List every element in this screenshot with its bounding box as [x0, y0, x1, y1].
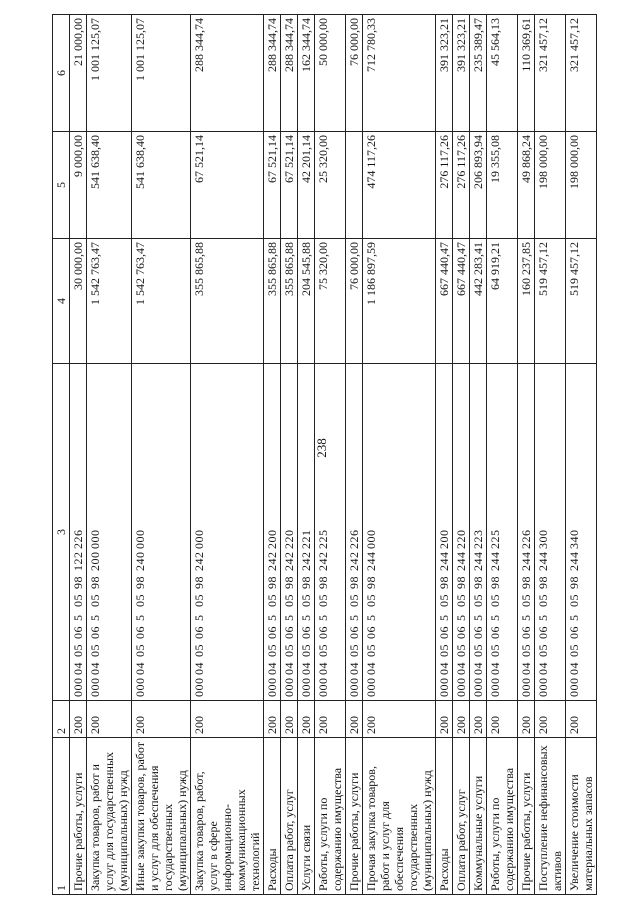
row-kbk — [281, 364, 298, 701]
row-name: Оплата работ, услуг — [281, 738, 298, 895]
kbk-part: 200 — [88, 551, 102, 571]
row-value-5: 276 117,26 — [436, 132, 453, 239]
kbk-part: 06 — [347, 626, 361, 639]
kbk-part: 98 — [567, 576, 581, 589]
kbk-part: 98 — [282, 576, 296, 589]
row-value-5: 25 320,00 — [315, 132, 346, 239]
row-value-6: 21 000,00 — [70, 15, 87, 132]
table-row — [436, 15, 453, 895]
kbk-part: 200 — [437, 529, 451, 549]
kbk-part: 05 — [471, 594, 485, 607]
row-value-6: 162 344,74 — [298, 15, 315, 132]
row-value-5: 42 201,14 — [298, 132, 315, 239]
row-kbk — [566, 364, 597, 701]
row-kbk — [470, 364, 487, 701]
kbk-part: 98 — [437, 576, 451, 589]
kbk-part: 06 — [299, 626, 313, 639]
kbk-part: 242 — [347, 551, 361, 571]
kbk-part: 98 — [71, 576, 85, 589]
kbk-part: 05 — [519, 644, 533, 657]
row-value-6: 50 000,00 — [315, 15, 346, 132]
kbk-part: 04 — [316, 662, 330, 675]
kbk-part: 000 — [299, 677, 313, 697]
kbk-part: 05 — [347, 644, 361, 657]
kbk-part: 000 — [454, 677, 468, 697]
kbk-part: 5 — [488, 614, 502, 621]
row-code: 200 — [487, 701, 518, 738]
row-value-4: 442 283,41 — [470, 239, 487, 364]
row-name: Работы, услуги по содержанию имущества — [487, 738, 518, 895]
kbk-part: 04 — [519, 662, 533, 675]
kbk-part: 06 — [567, 626, 581, 639]
table-row — [298, 15, 315, 895]
table-row — [87, 15, 132, 895]
kbk-part: 05 — [567, 644, 581, 657]
kbk-part: 000 — [316, 677, 330, 697]
kbk-part: 05 — [364, 594, 378, 607]
row-value-5: 67 521,14 — [191, 132, 264, 239]
row-value-6: 110 369,61 — [518, 15, 535, 132]
kbk-part: 5 — [364, 614, 378, 621]
row-kbk — [264, 364, 281, 701]
table-row — [264, 15, 281, 895]
kbk-part: 5 — [316, 614, 330, 621]
row-kbk — [87, 364, 132, 701]
row-value-5: 67 521,14 — [281, 132, 298, 239]
row-kbk — [363, 364, 436, 701]
row-name: Расходы — [264, 738, 281, 895]
kbk-part: 05 — [71, 594, 85, 607]
kbk-part: 05 — [454, 644, 468, 657]
kbk-part: 244 — [536, 551, 550, 571]
row-value-4: 1 186 897,59 — [363, 239, 436, 364]
kbk-part: 000 — [71, 677, 85, 697]
row-name: Прочая закупка товаров, работ и услуг для обеспечения государственных (муниципальных) нужд — [363, 738, 436, 895]
row-code: 200 — [132, 701, 191, 738]
kbk-part: 05 — [488, 644, 502, 657]
row-kbk — [315, 364, 346, 701]
row-value-4: 75 320,00 — [315, 239, 346, 364]
table-row — [70, 15, 87, 895]
row-value-5: 9 000,00 — [70, 132, 87, 239]
kbk-part: 06 — [316, 626, 330, 639]
kbk-part: 242 — [282, 551, 296, 571]
kbk-part: 000 — [88, 677, 102, 697]
kbk-part: 98 — [536, 576, 550, 589]
table-body — [70, 15, 597, 895]
row-value-4: 160 237,85 — [518, 239, 535, 364]
kbk-part: 05 — [437, 644, 451, 657]
row-code: 200 — [346, 701, 363, 738]
row-name: Расходы — [436, 738, 453, 895]
row-value-6: 288 344,74 — [264, 15, 281, 132]
row-name: Прочие работы, услуги — [346, 738, 363, 895]
kbk-part: 05 — [88, 594, 102, 607]
kbk-part: 242 — [316, 551, 330, 571]
table-row — [470, 15, 487, 895]
kbk-part: 000 — [347, 677, 361, 697]
kbk-part: 04 — [299, 662, 313, 675]
kbk-part: 242 — [192, 551, 206, 571]
kbk-part: 05 — [536, 594, 550, 607]
kbk-part: 5 — [192, 614, 206, 621]
kbk-part: 000 — [88, 529, 102, 549]
kbk-part: 05 — [88, 644, 102, 657]
row-value-4: 76 000,00 — [346, 239, 363, 364]
kbk-part: 000 — [192, 677, 206, 697]
row-code: 200 — [191, 701, 264, 738]
kbk-part: 05 — [488, 594, 502, 607]
kbk-part: 000 — [133, 677, 147, 697]
kbk-part: 5 — [133, 614, 147, 621]
row-code: 200 — [453, 701, 470, 738]
kbk-part: 5 — [347, 614, 361, 621]
kbk-part: 06 — [536, 626, 550, 639]
kbk-part: 05 — [536, 644, 550, 657]
kbk-part: 225 — [488, 529, 502, 549]
table-row — [363, 15, 436, 895]
table-row — [518, 15, 535, 895]
kbk-part: 06 — [192, 626, 206, 639]
kbk-part: 04 — [364, 662, 378, 675]
kbk-part: 5 — [519, 614, 533, 621]
kbk-part: 340 — [567, 529, 581, 549]
row-kbk — [453, 364, 470, 701]
row-value-4: 519 457,12 — [566, 239, 597, 364]
kbk-part: 98 — [299, 576, 313, 589]
kbk-part: 05 — [299, 644, 313, 657]
kbk-part: 98 — [488, 576, 502, 589]
kbk-part: 98 — [454, 576, 468, 589]
kbk-part: 05 — [437, 594, 451, 607]
kbk-part: 5 — [282, 614, 296, 621]
kbk-part: 05 — [316, 644, 330, 657]
row-kbk — [346, 364, 363, 701]
kbk-part: 5 — [471, 614, 485, 621]
kbk-part: 244 — [437, 551, 451, 571]
row-code: 200 — [70, 701, 87, 738]
kbk-part: 300 — [536, 529, 550, 549]
kbk-part: 244 — [364, 551, 378, 571]
table-row — [566, 15, 597, 895]
kbk-part: 244 — [471, 551, 485, 571]
kbk-part: 000 — [519, 677, 533, 697]
kbk-part: 05 — [347, 594, 361, 607]
kbk-part: 5 — [265, 614, 279, 621]
row-value-6: 288 344,74 — [191, 15, 264, 132]
kbk-part: 05 — [133, 594, 147, 607]
kbk-part: 04 — [454, 662, 468, 675]
row-kbk — [298, 364, 315, 701]
kbk-part: 06 — [437, 626, 451, 639]
kbk-part: 05 — [454, 594, 468, 607]
kbk-part: 04 — [192, 662, 206, 675]
row-value-6: 712 780,33 — [363, 15, 436, 132]
header-col-2: 2 — [53, 701, 70, 738]
row-value-5: 474 117,26 — [363, 132, 436, 239]
kbk-part: 244 — [567, 551, 581, 571]
row-value-4: 355 865,88 — [281, 239, 298, 364]
kbk-part: 000 — [133, 529, 147, 549]
row-value-4: 355 865,88 — [264, 239, 281, 364]
kbk-part: 05 — [192, 594, 206, 607]
table-row — [487, 15, 518, 895]
kbk-part: 98 — [347, 576, 361, 589]
kbk-part: 04 — [133, 662, 147, 675]
page-number: 238 — [313, 438, 329, 458]
kbk-part: 200 — [265, 529, 279, 549]
row-value-5: 198 000,00 — [535, 132, 566, 239]
kbk-part: 000 — [471, 677, 485, 697]
kbk-part: 04 — [88, 662, 102, 675]
row-code: 200 — [264, 701, 281, 738]
row-value-4: 667 440,47 — [453, 239, 470, 364]
kbk-part: 04 — [265, 662, 279, 675]
kbk-part: 242 — [265, 551, 279, 571]
row-value-4: 204 545,88 — [298, 239, 315, 364]
row-code: 200 — [315, 701, 346, 738]
kbk-part: 000 — [437, 677, 451, 697]
row-code: 200 — [87, 701, 132, 738]
row-value-6: 1 001 125,07 — [87, 15, 132, 132]
row-value-5: 49 868,24 — [518, 132, 535, 239]
kbk-part: 226 — [71, 529, 85, 549]
row-code: 200 — [298, 701, 315, 738]
row-name: Поступление нефинансовых активов — [535, 738, 566, 895]
row-value-5: 541 638,40 — [132, 132, 191, 239]
header-col-5: 5 — [53, 132, 70, 239]
kbk-part: 05 — [519, 594, 533, 607]
row-name: Иные закупки товаров, работ и услуг для обеспечения государственных (муниципальных) нужд — [132, 738, 191, 895]
row-code: 200 — [436, 701, 453, 738]
kbk-part: 04 — [347, 662, 361, 675]
row-value-5: 206 893,94 — [470, 132, 487, 239]
kbk-part: 000 — [282, 677, 296, 697]
row-value-4: 667 440,47 — [436, 239, 453, 364]
kbk-part: 05 — [265, 644, 279, 657]
header-col-3: 3 — [53, 364, 70, 701]
row-kbk — [436, 364, 453, 701]
row-name: Коммунальные услуги — [470, 738, 487, 895]
kbk-part: 244 — [454, 551, 468, 571]
kbk-part: 05 — [192, 644, 206, 657]
kbk-part: 06 — [282, 626, 296, 639]
rotated-table-wrapper — [52, 18, 628, 895]
row-name: Прочие работы, услуги — [70, 738, 87, 895]
row-kbk — [487, 364, 518, 701]
row-value-5: 276 117,26 — [453, 132, 470, 239]
row-value-6: 45 564,13 — [487, 15, 518, 132]
kbk-part: 98 — [192, 576, 206, 589]
kbk-part: 06 — [88, 626, 102, 639]
kbk-part: 5 — [299, 614, 313, 621]
kbk-part: 06 — [71, 626, 85, 639]
table-row — [315, 15, 346, 895]
row-value-4: 1 542 763,47 — [132, 239, 191, 364]
kbk-part: 122 — [71, 551, 85, 571]
kbk-part: 05 — [299, 594, 313, 607]
kbk-part: 98 — [519, 576, 533, 589]
kbk-part: 04 — [471, 662, 485, 675]
table-row — [191, 15, 264, 895]
kbk-part: 244 — [519, 551, 533, 571]
kbk-part: 220 — [454, 529, 468, 549]
row-value-4: 64 919,21 — [487, 239, 518, 364]
row-value-5: 19 355,08 — [487, 132, 518, 239]
kbk-part: 06 — [488, 626, 502, 639]
table-row — [346, 15, 363, 895]
kbk-part: 225 — [316, 529, 330, 549]
row-value-5: 198 000,00 — [566, 132, 597, 239]
kbk-part: 242 — [299, 551, 313, 571]
row-value-6: 391 323,21 — [436, 15, 453, 132]
header-row — [53, 15, 70, 895]
row-value-6: 235 389,47 — [470, 15, 487, 132]
row-code: 200 — [281, 701, 298, 738]
kbk-part: 5 — [454, 614, 468, 621]
kbk-part: 98 — [133, 576, 147, 589]
row-value-4: 355 865,88 — [191, 239, 264, 364]
table-row — [281, 15, 298, 895]
kbk-part: 000 — [364, 677, 378, 697]
kbk-part: 05 — [282, 644, 296, 657]
row-value-5: 67 521,14 — [264, 132, 281, 239]
row-value-4: 1 542 763,47 — [87, 239, 132, 364]
row-value-6: 288 344,74 — [281, 15, 298, 132]
header-col-1: 1 — [53, 738, 70, 895]
row-code: 200 — [518, 701, 535, 738]
table-row — [453, 15, 470, 895]
row-value-6: 391 323,21 — [453, 15, 470, 132]
kbk-part: 04 — [282, 662, 296, 675]
row-code: 200 — [363, 701, 436, 738]
kbk-part: 000 — [567, 677, 581, 697]
row-kbk — [518, 364, 535, 701]
kbk-part: 220 — [282, 529, 296, 549]
kbk-part: 06 — [265, 626, 279, 639]
kbk-part: 04 — [536, 662, 550, 675]
kbk-part: 5 — [567, 614, 581, 621]
row-kbk — [132, 364, 191, 701]
kbk-part: 5 — [536, 614, 550, 621]
row-value-6: 76 000,00 — [346, 15, 363, 132]
kbk-part: 000 — [488, 677, 502, 697]
kbk-part: 98 — [471, 576, 485, 589]
kbk-part: 06 — [519, 626, 533, 639]
kbk-part: 98 — [364, 576, 378, 589]
kbk-part: 240 — [133, 551, 147, 571]
row-name: Закупка товаров, работ и услуг для государственных (муниципальных) нужд — [87, 738, 132, 895]
row-code: 200 — [535, 701, 566, 738]
row-code: 200 — [566, 701, 597, 738]
kbk-part: 04 — [488, 662, 502, 675]
table-row — [132, 15, 191, 895]
kbk-part: 06 — [454, 626, 468, 639]
kbk-part: 04 — [437, 662, 451, 675]
kbk-part: 05 — [71, 644, 85, 657]
kbk-part: 226 — [519, 529, 533, 549]
row-value-4: 30 000,00 — [70, 239, 87, 364]
kbk-part: 98 — [265, 576, 279, 589]
row-code: 200 — [470, 701, 487, 738]
row-value-6: 321 457,12 — [566, 15, 597, 132]
row-value-6: 321 457,12 — [535, 15, 566, 132]
row-name: Закупка товаров, работ, услуг в сфере информационно-коммуникационных технологий — [191, 738, 264, 895]
header-col-4: 4 — [53, 239, 70, 364]
kbk-part: 98 — [88, 576, 102, 589]
kbk-part: 244 — [488, 551, 502, 571]
kbk-part: 000 — [364, 529, 378, 549]
budget-table — [52, 14, 597, 895]
kbk-part: 05 — [282, 594, 296, 607]
kbk-part: 000 — [536, 677, 550, 697]
row-name: Услуги связи — [298, 738, 315, 895]
row-value-5: 541 638,40 — [87, 132, 132, 239]
row-kbk — [535, 364, 566, 701]
kbk-part: 223 — [471, 529, 485, 549]
row-name: Увеличение стоимости материальных запасов — [566, 738, 597, 895]
kbk-part: 98 — [316, 576, 330, 589]
kbk-part: 06 — [133, 626, 147, 639]
table-row — [535, 15, 566, 895]
kbk-part: 05 — [316, 594, 330, 607]
kbk-part: 04 — [71, 662, 85, 675]
kbk-part: 06 — [364, 626, 378, 639]
kbk-part: 000 — [265, 677, 279, 697]
kbk-part: 5 — [437, 614, 451, 621]
kbk-part: 221 — [299, 529, 313, 549]
kbk-part: 05 — [364, 644, 378, 657]
header-col-6: 6 — [53, 15, 70, 132]
row-name: Прочие работы, услуги — [518, 738, 535, 895]
kbk-part: 05 — [133, 644, 147, 657]
kbk-part: 04 — [567, 662, 581, 675]
row-name: Оплата работ, услуг — [453, 738, 470, 895]
kbk-part: 000 — [192, 529, 206, 549]
kbk-part: 5 — [88, 614, 102, 621]
kbk-part: 05 — [567, 594, 581, 607]
row-name: Работы, услуги по содержанию имущества — [315, 738, 346, 895]
kbk-part: 226 — [347, 529, 361, 549]
kbk-part: 05 — [265, 594, 279, 607]
kbk-part: 5 — [71, 614, 85, 621]
row-value-4: 519 457,12 — [535, 239, 566, 364]
row-kbk — [191, 364, 264, 701]
kbk-part: 05 — [471, 644, 485, 657]
row-value-5 — [346, 132, 363, 239]
row-value-6: 1 001 125,07 — [132, 15, 191, 132]
kbk-part: 06 — [471, 626, 485, 639]
row-kbk — [70, 364, 87, 701]
